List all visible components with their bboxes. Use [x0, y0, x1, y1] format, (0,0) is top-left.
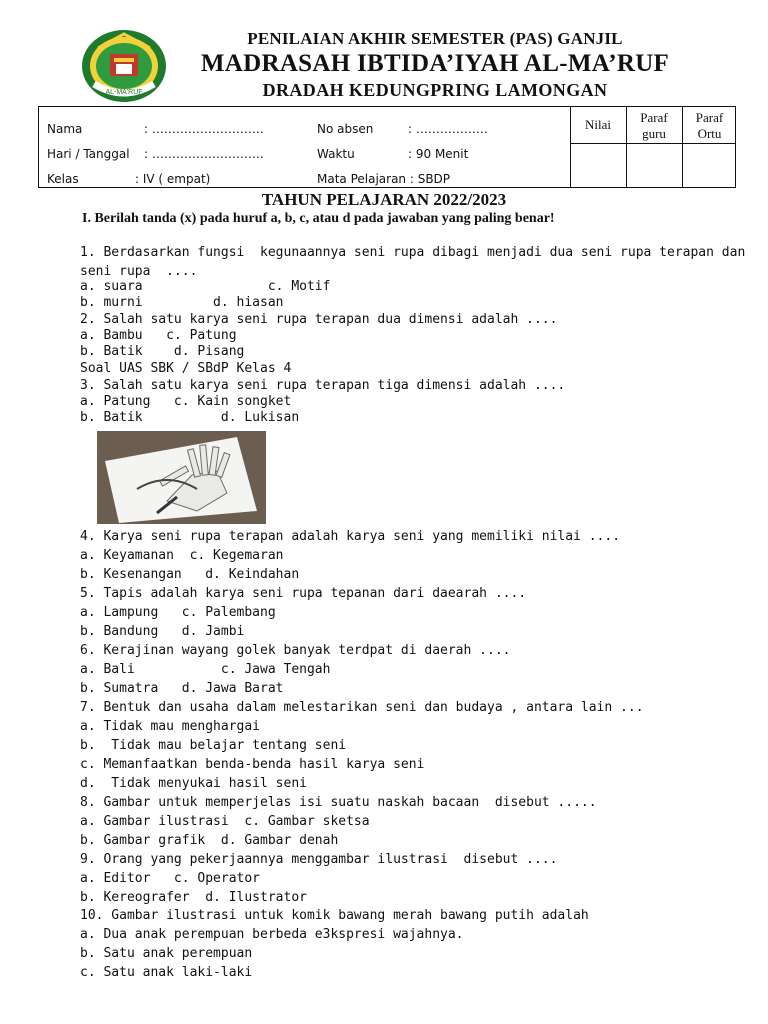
question-line: 5. Tapis adalah karya seni rupa tepanan dari daearah .... [80, 586, 527, 601]
question-line: 8. Gambar untuk memperjelas isi suatu naskah bacaan disebut ..... [80, 795, 597, 810]
option-line: b. Batik d. Lukisan [80, 410, 300, 425]
student-info-table [38, 106, 736, 188]
option-line: c. Satu anak laki-laki [80, 965, 253, 980]
school-address: DRADAH KEDUNGPRING LAMONGAN [262, 80, 608, 100]
question-line: 2. Salah satu karya seni rupa terapan dua dimensi adalah .... [80, 312, 558, 327]
question-line: 7. Bentuk dan usaha dalam melestarikan seni dan budaya , antara lain ... [80, 700, 644, 715]
option-line: a. Bali c. Jawa Tengah [80, 662, 331, 677]
waktu-value: : 90 Menit [408, 147, 469, 161]
academic-year: TAHUN PELAJARAN 2022/2023 [261, 190, 507, 209]
option-line: a. Editor c. Operator [80, 871, 261, 886]
option-line: b. Sumatra d. Jawa Barat [80, 681, 284, 696]
paraf-guru-header: Paraf guru [640, 110, 668, 141]
no-absen-label: No absen [317, 122, 374, 136]
option-line: a. Gambar ilustrasi c. Gambar sketsa [80, 814, 370, 829]
nilai-header: Nilai [585, 117, 611, 132]
paraf-ortu-header: Paraf Ortu [695, 110, 724, 141]
question-line: 10. Gambar ilustrasi untuk komik bawang merah bawang putih adalah [80, 908, 589, 923]
exam-title: PENILAIAN AKHIR SEMESTER (PAS) GANJIL [247, 29, 623, 48]
option-line: c. Memanfaatkan benda-benda hasil karya seni [80, 757, 425, 772]
nama-label: Nama [47, 122, 83, 136]
option-line: a. Bambu c. Patung [80, 328, 237, 343]
school-logo [80, 28, 168, 104]
paper-hand-image [97, 431, 266, 524]
option-line: b. Tidak mau belajar tentang seni [80, 738, 347, 753]
question-line: 3. Salah satu karya seni rupa terapan tiga dimensi adalah .... [80, 378, 566, 393]
instruction: I. Berilah tanda (x) pada huruf a, b, c, atau d pada jawaban yang paling benar! [82, 211, 555, 226]
option-line: a. Tidak mau menghargai [80, 719, 261, 734]
question-line: 1. Berdasarkan fungsi kegunaannya seni rupa dibagi menjadi dua seni rupa terapan dan [80, 245, 746, 260]
no-absen-field[interactable]: : ……………… [408, 122, 488, 136]
option-line: a. Lampung c. Palembang [80, 605, 276, 620]
option-line: b. Bandung d. Jambi [80, 624, 245, 639]
question-line: 4. Karya seni rupa terapan adalah karya seni yang memiliki nilai .... [80, 529, 621, 544]
option-line: a. Patung c. Kain songket [80, 394, 292, 409]
option-line: b. Kesenangan d. Keindahan [80, 567, 300, 582]
option-line: b. murni d. hiasan [80, 295, 284, 310]
nama-field[interactable]: : ………………………. [144, 122, 264, 136]
option-line: b. Batik d. Pisang [80, 344, 245, 359]
kelas-label: Kelas [47, 172, 79, 186]
svg-text:AL-MA'RUF: AL-MA'RUF [105, 89, 143, 96]
option-line: b. Gambar grafik d. Gambar denah [80, 833, 339, 848]
option-line: a. suara c. Motif [80, 279, 331, 294]
question-line: seni rupa .... [80, 264, 198, 279]
school-name: MADRASAH IBTIDA’IYAH AL-MA’RUF [200, 50, 670, 77]
kelas-value: : IV ( empat) [135, 172, 211, 186]
waktu-label: Waktu [317, 147, 355, 161]
option-line: b. Kereografer d. Ilustrator [80, 890, 307, 905]
option-line: a. Dua anak perempuan berbeda e3kspresi wajahnya. [80, 927, 464, 942]
subtitle-line: Soal UAS SBK / SBdP Kelas 4 [80, 361, 292, 376]
question-line: 6. Kerajinan wayang golek banyak terdpat di daerah .... [80, 643, 511, 658]
hari-label: Hari / Tanggal [47, 147, 130, 161]
option-line: a. Keyamanan c. Kegemaran [80, 548, 284, 563]
question-line: 9. Orang yang pekerjaannya menggambar ilustrasi disebut .... [80, 852, 558, 867]
mapel-label: Mata Pelajaran : SBDP [317, 172, 451, 186]
hari-field[interactable]: : ………………………. [144, 147, 264, 161]
option-line: b. Satu anak perempuan [80, 946, 253, 961]
option-line: d. Tidak menyukai hasil seni [80, 776, 307, 791]
